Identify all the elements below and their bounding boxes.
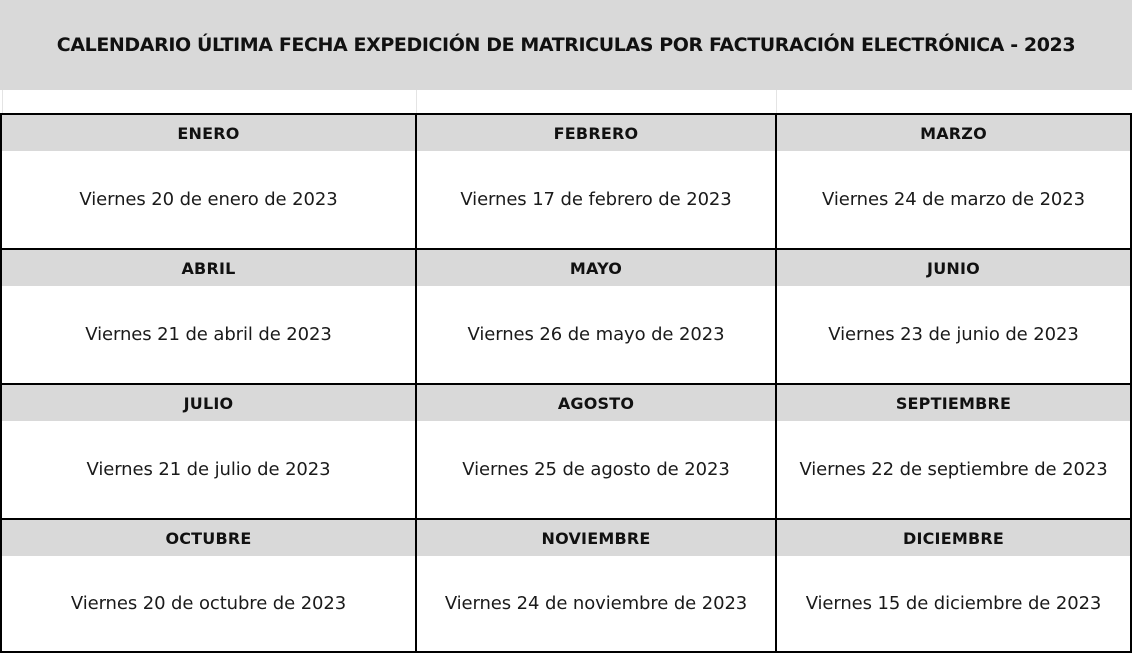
month-grid <box>0 113 1132 655</box>
deadline-date: Viernes 20 de octubre de 2023 <box>70 593 347 614</box>
deadline-date: Viernes 22 de septiembre de 2023 <box>799 459 1108 480</box>
month-label: JULIO <box>2 385 415 421</box>
spacer-divider <box>416 90 417 113</box>
deadline-date: Viernes 26 de mayo de 2023 <box>467 324 725 345</box>
deadline-date: Viernes 20 de enero de 2023 <box>79 189 338 210</box>
month-cell-agosto <box>415 383 775 518</box>
month-cell-octubre <box>0 518 415 653</box>
month-label: ENERO <box>2 115 415 151</box>
month-label: AGOSTO <box>417 385 775 421</box>
month-label: OCTUBRE <box>2 520 415 556</box>
month-cell-enero <box>0 113 415 248</box>
deadline-date: Viernes 25 de agosto de 2023 <box>462 459 730 480</box>
month-cell-mayo <box>415 248 775 383</box>
month-label: MAYO <box>417 250 775 286</box>
month-label: DICIEMBRE <box>777 520 1130 556</box>
page-title: CALENDARIO ÚLTIMA FECHA EXPEDICIÓN DE MATRICULAS POR FACTURACIÓN ELECTRÓNICA - 2023 <box>56 34 1076 56</box>
deadline-date: Viernes 24 de noviembre de 2023 <box>444 593 748 614</box>
month-label: SEPTIEMBRE <box>777 385 1130 421</box>
month-cell-julio <box>0 383 415 518</box>
month-label: JUNIO <box>777 250 1130 286</box>
deadline-date: Viernes 17 de febrero de 2023 <box>460 189 732 210</box>
deadline-date: Viernes 23 de junio de 2023 <box>828 324 1079 345</box>
month-cell-diciembre <box>775 518 1132 653</box>
month-label: NOVIEMBRE <box>417 520 775 556</box>
month-cell-junio <box>775 248 1132 383</box>
spacer-row <box>0 90 1132 113</box>
month-label: MARZO <box>777 115 1130 151</box>
spacer-divider <box>2 90 3 113</box>
month-cell-marzo <box>775 113 1132 248</box>
spacer-divider <box>776 90 777 113</box>
month-cell-noviembre <box>415 518 775 653</box>
month-label: FEBRERO <box>417 115 775 151</box>
title-banner <box>0 0 1132 90</box>
month-label: ABRIL <box>2 250 415 286</box>
deadline-date: Viernes 24 de marzo de 2023 <box>822 189 1085 210</box>
deadline-date: Viernes 15 de diciembre de 2023 <box>805 593 1102 614</box>
month-cell-febrero <box>415 113 775 248</box>
deadline-date: Viernes 21 de abril de 2023 <box>85 324 332 345</box>
month-cell-abril <box>0 248 415 383</box>
month-cell-septiembre <box>775 383 1132 518</box>
deadline-date: Viernes 21 de julio de 2023 <box>86 459 331 480</box>
